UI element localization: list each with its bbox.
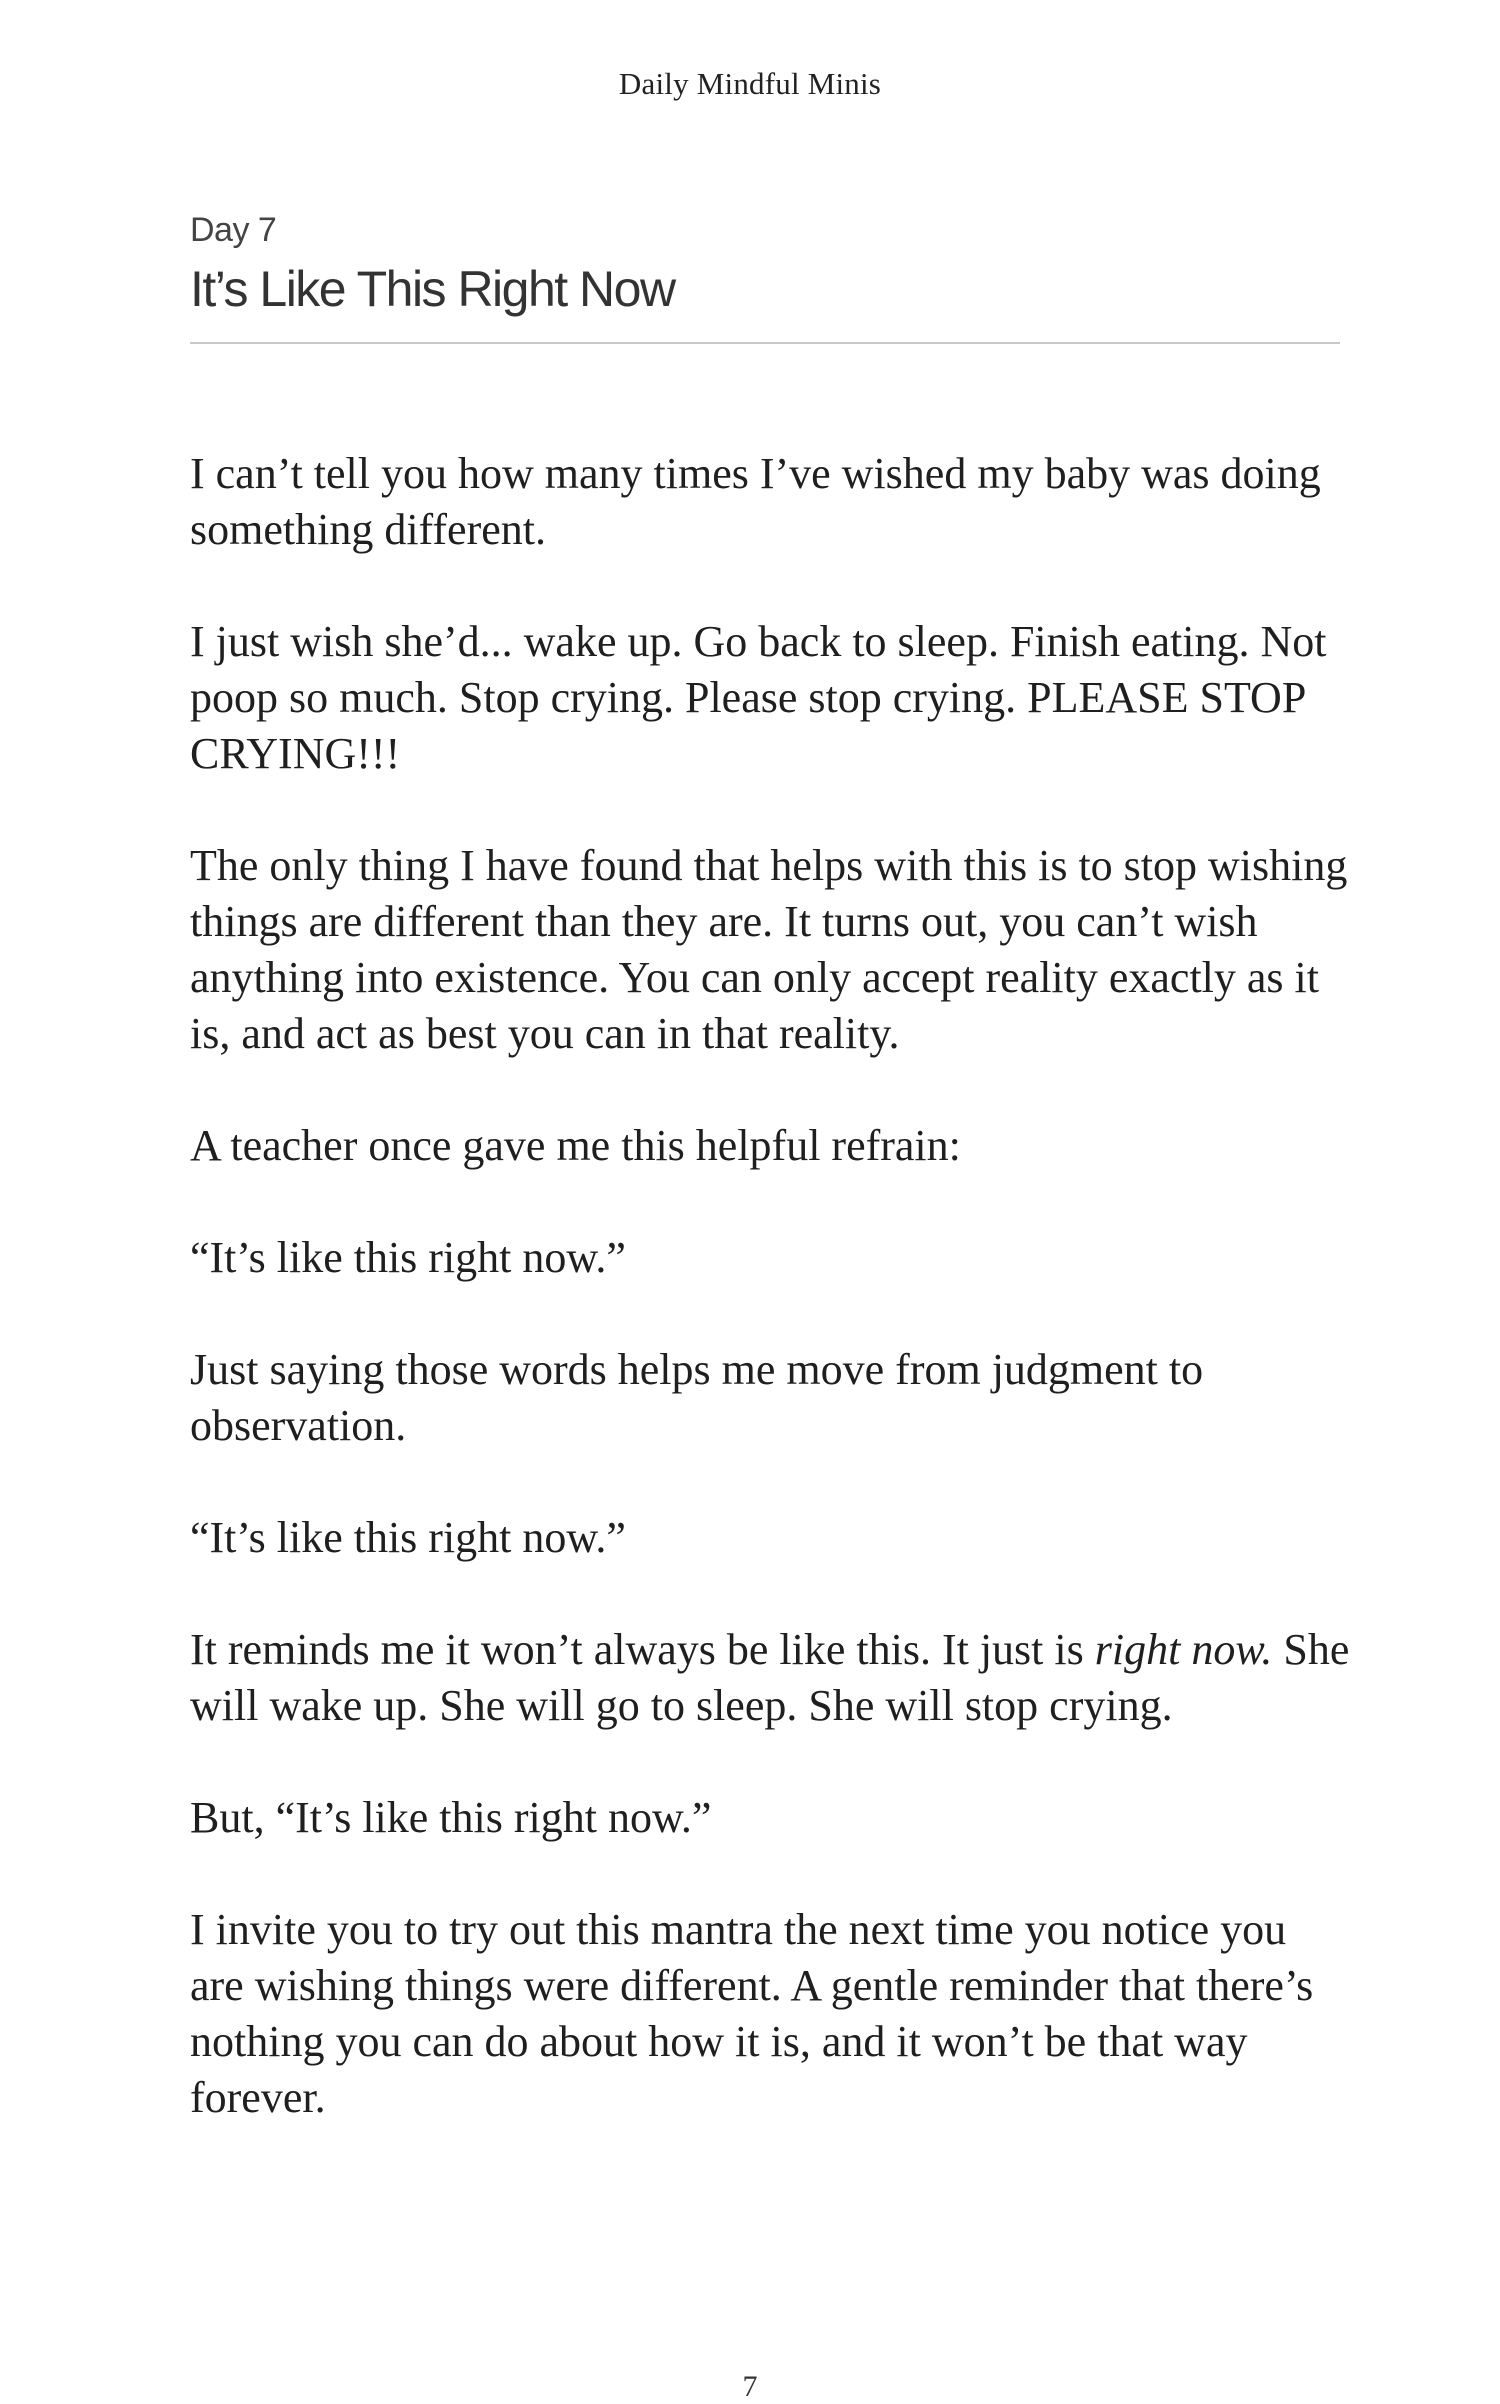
paragraph [190,1622,1350,1734]
paragraph: I can’t tell you how many times I’ve wished my baby was doing something different. [190,449,1321,554]
title-divider [190,342,1340,344]
paragraph: Just saying those words helps me move from judgment to observation. [190,1345,1204,1450]
emphasis-text: right now. [1094,1625,1273,1674]
paragraph: A teacher once gave me this helpful refrain: [190,1121,961,1170]
chapter-header [190,206,1340,322]
running-head: Daily Mindful Minis [618,66,882,101]
paragraph: The only thing I have found that helps with this is to stop wishing things are different than they are. It turns out, you can’t wish anything into existence. You can only accept reality exactly as it is, and act as best you can in that reality. [190,841,1348,1058]
paragraph: I just wish she’d... wake up. Go back to sleep. Finish eating. Not poop so much. Stop crying. Please stop crying. PLEASE STOP CRYING!!! [190,617,1327,778]
chapter-title: It’s Like This Right Now [190,261,675,317]
paragraph-text: It reminds me it won’t always be like this. It just is [190,1625,1095,1674]
paragraph: I invite you to try out this mantra the next time you notice you are wishing things were different. A gentle reminder that there’s nothing you can do about how it is, and it won’t be that way forever. [190,1905,1314,2122]
paragraph-text: She will wake up. She will go to sleep. She will stop crying. [190,1625,1350,1730]
body-text [190,446,1350,2182]
page-number: 7 [742,2370,758,2403]
quote-paragraph: “It’s like this right now.” [190,1233,626,1282]
quote-paragraph: “It’s like this right now.” [190,1513,626,1562]
day-label: Day 7 [190,211,277,249]
paragraph: But, “It’s like this right now.” [190,1793,712,1842]
